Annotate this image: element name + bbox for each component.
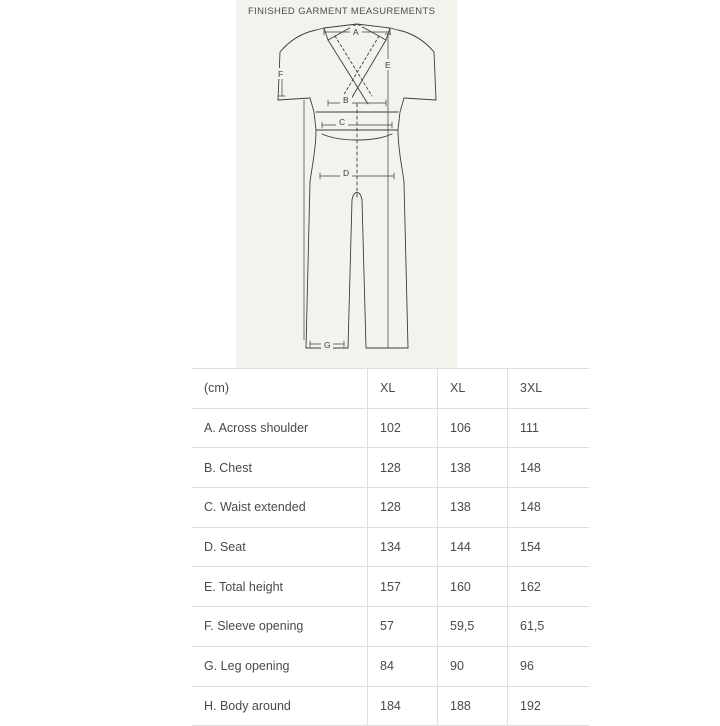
row-value: 102 — [368, 408, 438, 448]
svg-text:D: D — [343, 168, 350, 178]
svg-text:G: G — [324, 340, 331, 350]
row-label: D. Seat — [192, 527, 368, 567]
row-label: F. Sleeve opening — [192, 607, 368, 647]
svg-text:A: A — [353, 27, 359, 37]
row-value: 111 — [508, 408, 590, 448]
svg-text:B: B — [343, 95, 349, 105]
svg-text:F: F — [278, 69, 284, 79]
row-value: 61,5 — [508, 607, 590, 647]
header-unit: (cm) — [192, 369, 368, 409]
row-value: 162 — [508, 567, 590, 607]
header-size-3: 3XL — [508, 369, 590, 409]
row-value: 148 — [508, 488, 590, 528]
row-value: 157 — [368, 567, 438, 607]
illustration-title: FINISHED GARMENT MEASUREMENTS — [248, 6, 436, 17]
table-row — [192, 448, 589, 488]
row-value: 90 — [438, 646, 508, 686]
table-row — [192, 607, 589, 647]
svg-text:E: E — [385, 60, 391, 70]
garment-technical-drawing — [236, 0, 457, 368]
row-value: 154 — [508, 527, 590, 567]
header-size-2: XL — [438, 369, 508, 409]
row-value: 160 — [438, 567, 508, 607]
table-header-row — [192, 369, 589, 409]
row-value: 128 — [368, 448, 438, 488]
row-value: 144 — [438, 527, 508, 567]
row-value: 148 — [508, 448, 590, 488]
row-value: 128 — [368, 488, 438, 528]
row-value: 184 — [368, 686, 438, 726]
row-value: 134 — [368, 527, 438, 567]
row-value: 192 — [508, 686, 590, 726]
row-value: 57 — [368, 607, 438, 647]
table-row — [192, 567, 589, 607]
row-label: E. Total height — [192, 567, 368, 607]
row-label: B. Chest — [192, 448, 368, 488]
row-value: 96 — [508, 646, 590, 686]
row-value: 188 — [438, 686, 508, 726]
measurements-table — [192, 368, 589, 726]
row-label: G. Leg opening — [192, 646, 368, 686]
header-size-1: XL — [368, 369, 438, 409]
table-row — [192, 646, 589, 686]
row-label: H. Body around — [192, 686, 368, 726]
row-value: 138 — [438, 448, 508, 488]
svg-text:C: C — [339, 117, 346, 127]
row-value: 106 — [438, 408, 508, 448]
table-row — [192, 527, 589, 567]
table-row — [192, 408, 589, 448]
row-value: 59,5 — [438, 607, 508, 647]
row-value: 84 — [368, 646, 438, 686]
row-label: C. Waist extended — [192, 488, 368, 528]
row-label: A. Across shoulder — [192, 408, 368, 448]
table-row — [192, 488, 589, 528]
row-value: 138 — [438, 488, 508, 528]
measurements-table-wrapper — [192, 368, 545, 726]
